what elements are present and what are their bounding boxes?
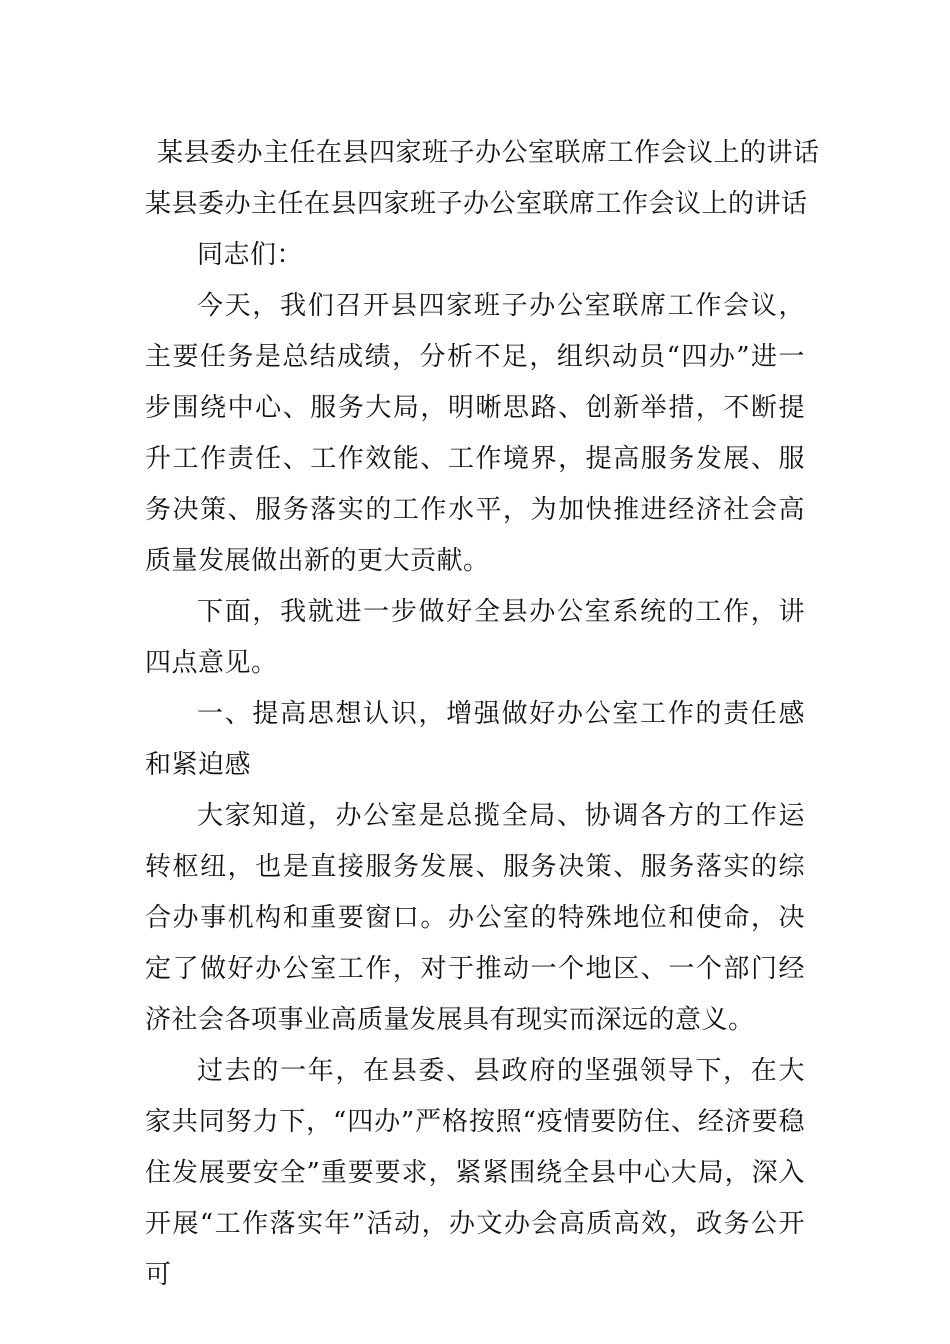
paragraph: 大家知道，办公室是总揽全局、协调各方的工作运转枢纽，也是直接服务发展、服务决策、服务落实的综合办事机构和重要窗口。办公室的特殊地位和使命，决定了做好办公室工作，对于推动一个地区、一个部门经济社会各项事业高质量发展具有现实而深远的意义。 (145, 801, 805, 1035)
salutation: 同志们： (197, 240, 304, 270)
section-heading: 一、提高思想认识，增强做好办公室工作的责任感和紧迫感 (145, 699, 805, 780)
document-body (145, 128, 820, 1301)
paragraph: 今天，我们召开县四家班子办公室联席工作会议，主要任务是总结成绩，分析不足，组织动员“四办”进一步围绕中心、服务大局，明晰思路、创新举措，不断提升工作责任、工作效能、工作境界，提高服务发展、服务决策、服务落实的工作水平，为加快推进经济社会高质量发展做出新的更大贡献。 (145, 291, 805, 576)
document-title-repeat: 某县委办主任在县四家班子办公室联席工作会议上的讲话 (145, 189, 808, 219)
paragraph: 过去的一年，在县委、县政府的坚强领导下，在大家共同努力下，“四办”严格按照“疫情要防住、经济要稳住发展要安全”重要要求，紧紧围绕全县中心大局，深入开展“工作落实年”活动，办文办会高质高效，政务公开可 (145, 1056, 805, 1290)
paragraph: 下面，我就进一步做好全县办公室系统的工作，讲四点意见。 (145, 597, 805, 678)
document-title: 某县委办主任在县四家班子办公室联席工作会议上的讲话 (157, 138, 820, 168)
